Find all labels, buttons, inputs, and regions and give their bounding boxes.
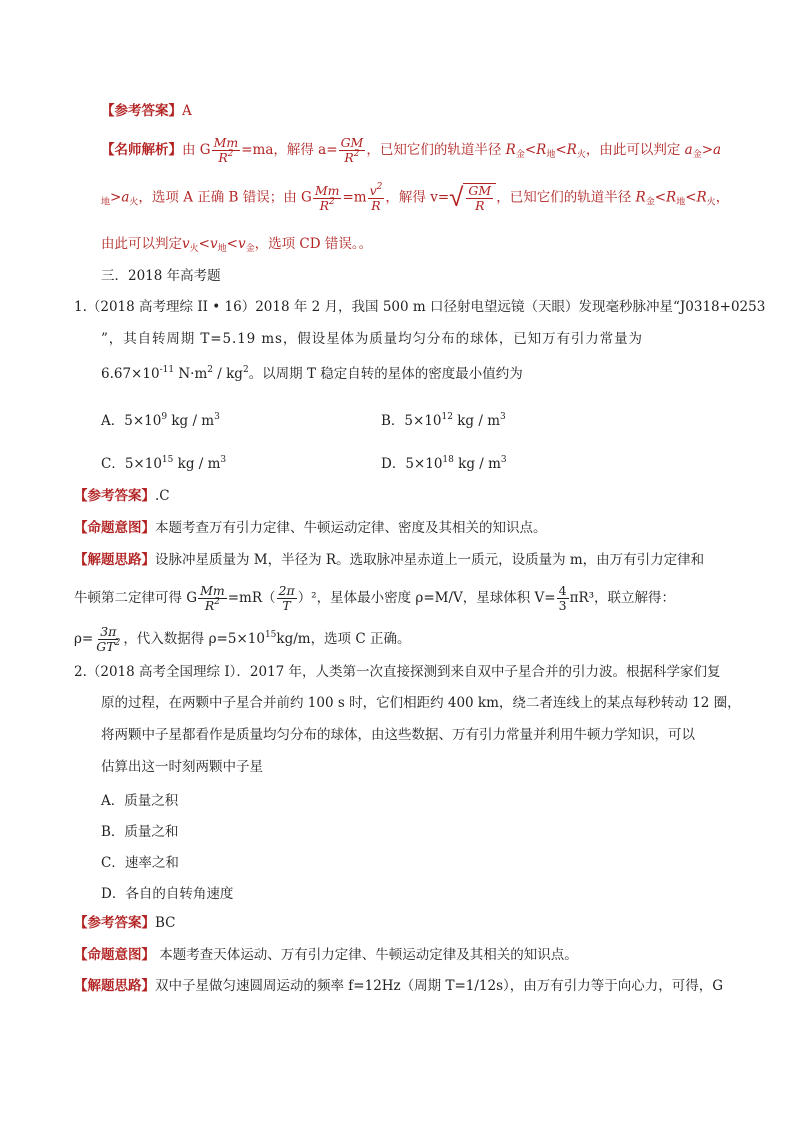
answer-label: 【参考答案】 [74, 488, 155, 504]
q2-line-3: 将两颗中子星都看作是质量均匀分布的球体，由这些数据、万有引力常量并利用牛顿力学知识，可以 [101, 727, 695, 743]
answer-label: 【参考答案】 [74, 915, 155, 931]
section-heading: 三．2018 年高考题 [101, 268, 221, 284]
q2-option-b[interactable]: B．质量之和 [101, 824, 179, 840]
q1-option-d[interactable]: D．$5\times 10^{18}$ kg / $m^3$ [381, 455, 507, 472]
idea-label: 【解题思路】 [74, 978, 155, 994]
idea-text: 双中子星做匀速圆周运动的频率 f=12Hz（周期 T=1/12s），由万有引力等于向心力，可得，G [155, 978, 724, 994]
intent-label: 【命题意图】 [74, 947, 155, 963]
q1-idea-line-3: ρ= $\frac{3\pi}{GT^2}$ ，代入数据得 $\rho=5\times 10^{15}kg/m$，选项 C 正确。 [74, 624, 411, 654]
fraction-mm-r2-b: $\frac{Mm}{R^2}$ [314, 182, 340, 213]
q2-line-1: 2.（2018 高考全国理综 I）．2017 年，人类第一次直接探测到来自双中子星合并的引力波。根据科学家们复 [74, 664, 721, 680]
q1-answer [74, 486, 170, 506]
fraction-gm-r2: $\frac{GM}{R^2}$ [340, 135, 364, 165]
q2-idea-line-1 [74, 976, 723, 996]
analysis-text: 由 G [182, 142, 211, 158]
analysis-line-1: 【名师解析】由 G $\frac{Mm}{R^2}$ =ma，解得 a= $\frac{GM}{R^2}$ ，已知它们的轨道半径 $R_金<R_地<R_火$，由此可以判定 $a_金>a$ [101, 135, 722, 165]
answer-line-1 [101, 101, 192, 121]
q1-line-1: 1.（2018 高考理综 II • 16）2018 年 2 月，我国 500 m 口径射电望远镜（天眼）发现毫秒脉冲星“J0318+0253 [74, 299, 766, 315]
idea-text: 设脉冲星质量为 M，半径为 R。选取脉冲星赤道上一质元，设质量为 m，由万有引力定律和 [155, 552, 705, 568]
q1-line-3: $6.67\times 10^{-11}$ $N\cdot m^2 / kg^2$。以周期 T 稳定自转的星体的密度最小值约为 [101, 365, 523, 382]
q1-line-2: ”，其自转周期 T=5.19 ms，假设星体为质量均匀分布的球体，已知万有引力常量为 [101, 331, 643, 347]
fraction-mm-r2: $\frac{Mm}{R^2}$ [213, 135, 239, 165]
q1-option-c[interactable]: C．$5\times 10^{15}$ kg / $m^3$ [101, 455, 227, 472]
analysis-text: ，已知它们的轨道半径 [366, 142, 502, 158]
q1-idea-line-2: 牛顿第二定律可得 G $\frac{Mm}{R^2}$ =mR（ $\frac{2\pi}{T}$ ）²，星体最小密度 ρ=M/V，星球体积 V= $\frac{4}{3}$ πR³，联立解得： [74, 583, 676, 613]
q1-option-b[interactable]: B．$5\times 10^{12}$ kg / $m^3$ [381, 412, 506, 429]
intent-text: 本题考查天体运动、万有引力定律、牛顿运动定律及其相关的知识点。 [155, 947, 578, 963]
analysis-line-2: $_地>a_火$，选项 A 正确 B 错误；由 G $\frac{Mm}{R^2}$ =m $\frac{v^2}{R}$ ，解得 v= √ $\frac{GM}{R}$ ，已知它们的轨道半径 $R_金<R_地<R_火$， [101, 181, 730, 213]
sqrt-gm-r: √ $\frac{GM}{R}$ [449, 183, 496, 213]
q2-option-d[interactable]: D．各自的自转角速度 [101, 886, 234, 902]
intent-text: 本题考查万有引力定律、牛顿运动定律、密度及其相关的知识点。 [155, 520, 547, 536]
analysis-line-3: 由此可以判定$v_火<v_地<v_金$，选项 CD 错误。。 [101, 236, 373, 254]
idea-label: 【解题思路】 [74, 552, 155, 568]
intent-label: 【命题意图】 [74, 520, 155, 536]
fraction-2pi-t: $\frac{2\pi}{T}$ [278, 583, 295, 613]
fraction-3pi-gt2: $\frac{3\pi}{GT^2}$ [96, 624, 121, 654]
answer-value: .C [155, 488, 170, 504]
q2-intent [74, 945, 578, 965]
q1-intent [74, 518, 547, 538]
q2-option-a[interactable]: A．质量之积 [101, 793, 179, 809]
q2-line-2: 原的过程，在两颗中子星合并前约 100 s 时，它们相距约 400 km，绕二者连线上的某点每秒转动 12 圈， [101, 695, 741, 711]
answer-value: A [182, 103, 192, 119]
fraction-v2-r: $\frac{v^2}{R}$ [369, 181, 383, 213]
fraction-mm-r2-c: $\frac{Mm}{R^2}$ [200, 583, 225, 613]
analysis-text: ，选项 A 正确 B 错误；由 G [138, 189, 312, 206]
answer-label: 【参考答案】 [101, 103, 182, 119]
q2-option-c[interactable]: C．速率之和 [101, 855, 179, 871]
q1-idea-line-1 [74, 550, 704, 570]
analysis-text: =ma，解得 a= [241, 142, 338, 158]
answer-value: BC [155, 915, 176, 931]
q1-option-a[interactable]: A．$5\times 10^9$ kg / $m^3$ [101, 412, 220, 429]
analysis-label: 【名师解析】 [101, 142, 182, 158]
q2-answer [74, 913, 176, 933]
fraction-4-3: $\frac{4}{3}$ [558, 583, 567, 613]
q2-line-4: 估算出这一时刻两颗中子星 [101, 759, 263, 775]
